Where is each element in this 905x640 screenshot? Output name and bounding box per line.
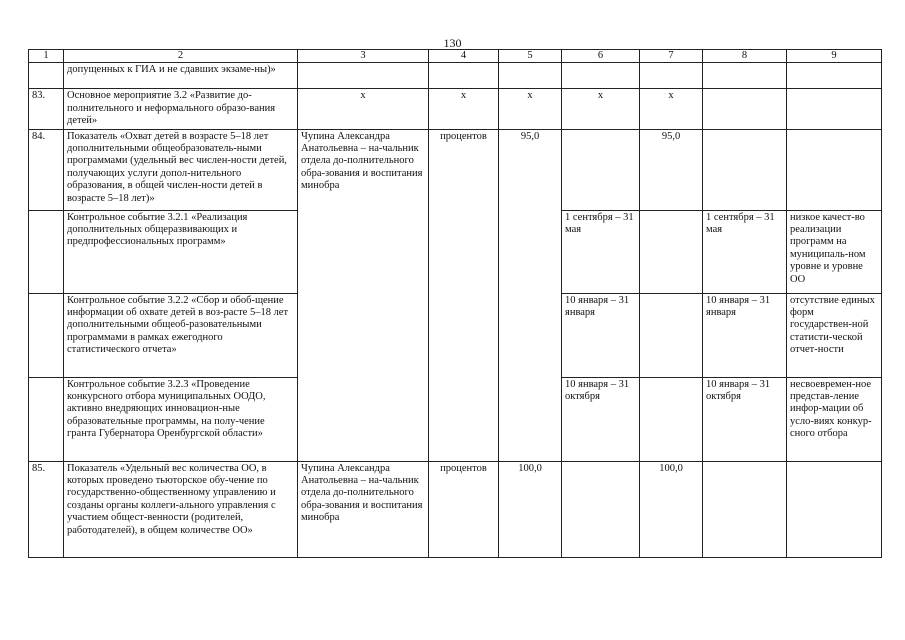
row-text: Основное мероприятие 3.2 «Развитие до-полнительного и неформального образо-вания детей» [64,89,298,129]
row-text: Контрольное событие 3.2.2 «Сбор и обоб-щение информации об охвате детей в воз-расте 5–18 лет дополнительными общеоб-разовательными программами в рамках ежегодного статистического отчета» [64,293,298,377]
row-text: Показатель «Охват детей в возрасте 5–18 лет дополнительными общеобразователь-ными программами (удельный вес числен-ности детей, получающих услуги допол-нительного образования, в общей числен-ности детей в возрасте 5–18 лет)» [64,129,298,210]
cell-col6: 10 января – 31 января [562,293,640,377]
cell-col7: 95,0 [640,129,703,210]
column-header: 3 [298,50,429,63]
responsible-person: Чупина Александра Анатольевна – на-чальник отдела до-полнительного обра-зования и воспитания минобра [298,129,429,461]
cell-col6: 10 января – 31 октября [562,377,640,461]
cell-col4: х [429,89,499,129]
risk-cell: несвоевремен-ное представ-ление инфор-мации об усло-виях конкур-сного отбора [787,377,882,461]
row-number: 85. [29,461,64,557]
row-text: Показатель «Удельный вес количества ОО, в которых проведено тьюторское обу-чение по государственно-общественному управлению и созданы органы коллеги-ального управления с участием общест-венности (родителей, работодателей), в общем количестве ОО» [64,461,298,557]
column-header: 8 [703,50,787,63]
column-header: 9 [787,50,882,63]
column-header: 4 [429,50,499,63]
row-text: допущенных к ГИА и не сдавших экзаме-ны)» [64,63,298,89]
cell-col5: х [499,89,562,129]
cell-col6: х [562,89,640,129]
risk-cell: низкое качест-во реализации программ на муниципаль-ном уровне и уровне ОО [787,210,882,293]
cell-col3: х [298,89,429,129]
column-header: 1 [29,50,64,63]
column-header: 7 [640,50,703,63]
row-text: Контрольное событие 3.2.3 «Проведение конкурсного отбора муниципальных ООДО, активно внедряющих инновацион-ные образовательные программы, на полу-чение гранта Губернатора Оренбургской области» [64,377,298,461]
page-number: 130 [443,36,462,50]
column-header: 6 [562,50,640,63]
row-text: Контрольное событие 3.2.1 «Реализация дополнительных общеразвивающих и предпрофессиональных программ» [64,210,298,293]
cell-col5: 100,0 [499,461,562,557]
column-header: 5 [499,50,562,63]
unit-cell: процентов [429,461,499,557]
cell-col5: 95,0 [499,129,562,461]
risk-cell: отсутствие единых форм государствен-ной статисти-ческой отчет-ности [787,293,882,377]
table-row-continuation [29,63,882,89]
row-number: 84. [29,129,64,210]
plan-table [28,49,882,558]
table-row-85 [29,461,882,557]
responsible-person: Чупина Александра Анатольевна – на-чальник отдела до-полнительного обра-зования и воспитания минобра [298,461,429,557]
row-number: 83. [29,89,64,129]
cell-col8: 10 января – 31 января [703,293,787,377]
column-number-row [29,50,882,63]
row-number-cell [29,63,64,89]
column-header: 2 [64,50,298,63]
cell-col8: 1 сентября – 31 мая [703,210,787,293]
cell-col7: 100,0 [640,461,703,557]
cell-col8: 10 января – 31 октября [703,377,787,461]
cell-col6: 1 сентября – 31 мая [562,210,640,293]
cell-col7: х [640,89,703,129]
table-row-83 [29,89,882,129]
unit-cell: процентов [429,129,499,461]
table-row-84 [29,129,882,210]
